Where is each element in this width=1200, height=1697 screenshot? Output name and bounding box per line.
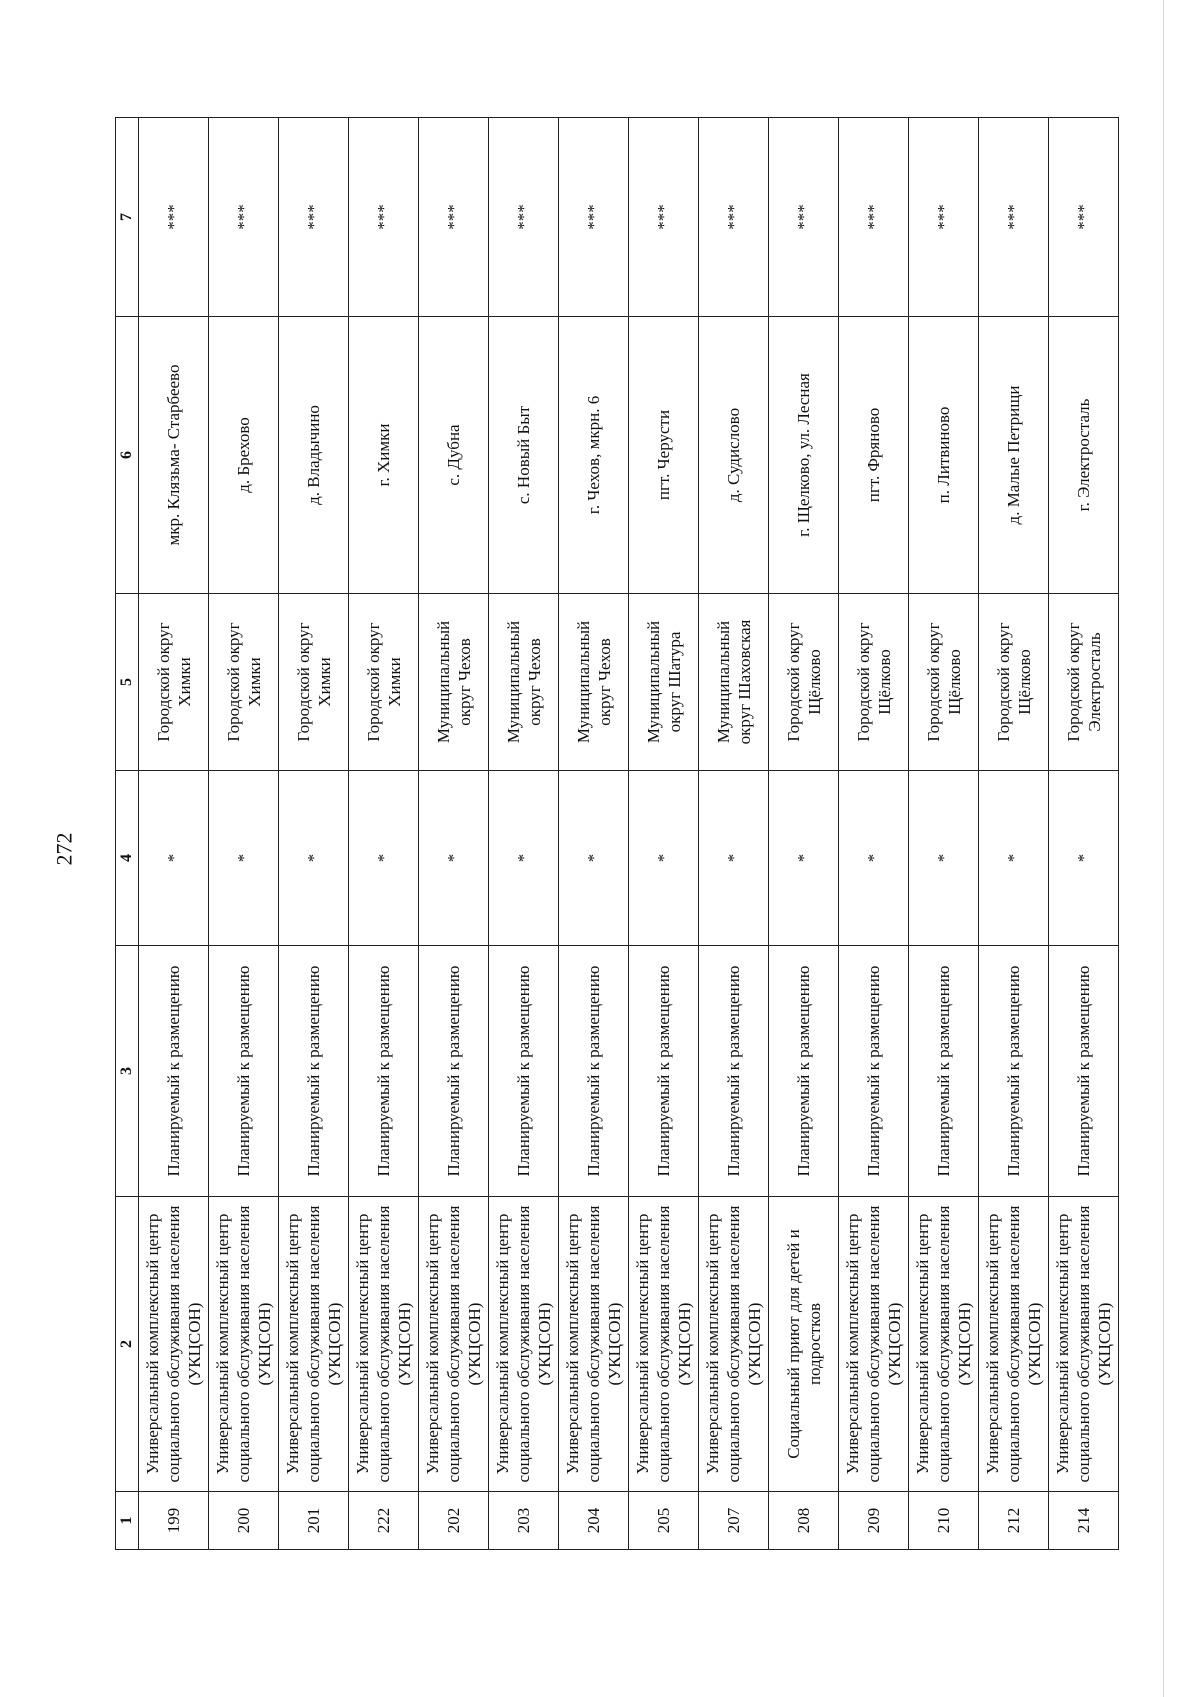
objects-table	[115, 117, 1119, 1550]
table-row	[209, 118, 279, 1550]
status-cell: Планируемый к размещению	[559, 946, 629, 1197]
location-cell: с. Дубна	[419, 317, 489, 594]
row-number-cell: 203	[489, 1492, 559, 1550]
municipality-cell: Муниципальный округ Шаховская	[699, 594, 769, 771]
status-cell: Планируемый к размещению	[909, 946, 979, 1197]
column-number-header: 1	[116, 1492, 139, 1550]
table-row	[699, 118, 769, 1550]
location-cell: с. Новый Быт	[489, 317, 559, 594]
page-number-text: 272	[51, 832, 76, 866]
capacity-cell: *	[909, 771, 979, 946]
object-name-cell: Универсальный комплексный центр социального обслуживания населения (УКЦСОН)	[559, 1197, 629, 1492]
status-cell: Планируемый к размещению	[209, 946, 279, 1197]
municipality-cell: Городской округ Щёлково	[909, 594, 979, 771]
municipality-cell: Муниципальный округ Чехов	[419, 594, 489, 771]
object-name-cell: Универсальный комплексный центр социального обслуживания населения (УКЦСОН)	[279, 1197, 349, 1492]
table-row	[979, 118, 1049, 1550]
object-name-cell: Универсальный комплексный центр социального обслуживания населения (УКЦСОН)	[629, 1197, 699, 1492]
location-cell: мкр. Клязьма- Старбеево	[139, 317, 209, 594]
capacity-cell: *	[349, 771, 419, 946]
object-name-cell: Универсальный комплексный центр социального обслуживания населения (УКЦСОН)	[209, 1197, 279, 1492]
location-cell: п. Литвиново	[909, 317, 979, 594]
note-cell: ***	[489, 118, 559, 317]
capacity-cell: *	[839, 771, 909, 946]
column-number-header: 6	[116, 317, 139, 594]
row-number-cell: 202	[419, 1492, 489, 1550]
capacity-cell: *	[489, 771, 559, 946]
table-row	[909, 118, 979, 1550]
location-cell: д. Брехово	[209, 317, 279, 594]
table-row	[559, 118, 629, 1550]
status-cell: Планируемый к размещению	[279, 946, 349, 1197]
note-cell: ***	[279, 118, 349, 317]
note-cell: ***	[559, 118, 629, 317]
location-cell: г. Электросталь	[1049, 317, 1119, 594]
table-row	[489, 118, 559, 1550]
table-row	[769, 118, 839, 1550]
capacity-cell: *	[1049, 771, 1119, 946]
status-cell: Планируемый к размещению	[419, 946, 489, 1197]
page-number	[48, 831, 80, 867]
object-name-cell: Универсальный комплексный центр социального обслуживания населения (УКЦСОН)	[909, 1197, 979, 1492]
status-cell: Планируемый к размещению	[629, 946, 699, 1197]
row-number-cell: 204	[559, 1492, 629, 1550]
capacity-cell: *	[699, 771, 769, 946]
column-number-header-row	[116, 118, 139, 1550]
note-cell: ***	[419, 118, 489, 317]
location-cell: г. Чехов, мкрн. 6	[559, 317, 629, 594]
status-cell: Планируемый к размещению	[699, 946, 769, 1197]
capacity-cell: *	[209, 771, 279, 946]
municipality-cell: Муниципальный округ Шатура	[629, 594, 699, 771]
column-number-header: 7	[116, 118, 139, 317]
row-number-cell: 208	[769, 1492, 839, 1550]
note-cell: ***	[699, 118, 769, 317]
row-number-cell: 214	[1049, 1492, 1119, 1550]
capacity-cell: *	[979, 771, 1049, 946]
note-cell: ***	[909, 118, 979, 317]
table-row	[349, 118, 419, 1550]
capacity-cell: *	[769, 771, 839, 946]
column-number-header: 5	[116, 594, 139, 771]
object-name-cell: Универсальный комплексный центр социального обслуживания населения (УКЦСОН)	[489, 1197, 559, 1492]
note-cell: ***	[769, 118, 839, 317]
object-name-cell: Универсальный комплексный центр социального обслуживания населения (УКЦСОН)	[699, 1197, 769, 1492]
municipality-cell: Городской округ Химки	[279, 594, 349, 771]
object-name-cell: Универсальный комплексный центр социального обслуживания населения (УКЦСОН)	[349, 1197, 419, 1492]
status-cell: Планируемый к размещению	[839, 946, 909, 1197]
capacity-cell: *	[559, 771, 629, 946]
location-cell: д. Малые Петрищи	[979, 317, 1049, 594]
table-row	[839, 118, 909, 1550]
row-number-cell: 201	[279, 1492, 349, 1550]
note-cell: ***	[979, 118, 1049, 317]
capacity-cell: *	[419, 771, 489, 946]
note-cell: ***	[839, 118, 909, 317]
object-name-cell: Универсальный комплексный центр социального обслуживания населения (УКЦСОН)	[419, 1197, 489, 1492]
location-cell: пгт. Черусти	[629, 317, 699, 594]
page-edge-line	[1163, 0, 1164, 1697]
object-name-cell: Универсальный комплексный центр социального обслуживания населения (УКЦСОН)	[979, 1197, 1049, 1492]
municipality-cell: Городской округ Щёлково	[769, 594, 839, 771]
table-row	[419, 118, 489, 1550]
column-number-header: 3	[116, 946, 139, 1197]
table-row	[629, 118, 699, 1550]
object-name-cell: Универсальный комплексный центр социального обслуживания населения (УКЦСОН)	[1049, 1197, 1119, 1492]
row-number-cell: 210	[909, 1492, 979, 1550]
status-cell: Планируемый к размещению	[979, 946, 1049, 1197]
table-row	[139, 118, 209, 1550]
row-number-cell: 205	[629, 1492, 699, 1550]
note-cell: ***	[209, 118, 279, 317]
rotated-table-wrapper	[115, 118, 1114, 1550]
status-cell: Планируемый к размещению	[769, 946, 839, 1197]
location-cell: д. Владычино	[279, 317, 349, 594]
row-number-cell: 209	[839, 1492, 909, 1550]
municipality-cell: Городской округ Химки	[349, 594, 419, 771]
location-cell: г. Химки	[349, 317, 419, 594]
municipality-cell: Городской округ Щёлково	[839, 594, 909, 771]
row-number-cell: 222	[349, 1492, 419, 1550]
municipality-cell: Муниципальный округ Чехов	[559, 594, 629, 771]
capacity-cell: *	[139, 771, 209, 946]
table-row	[279, 118, 349, 1550]
row-number-cell: 200	[209, 1492, 279, 1550]
location-cell: пгт. Фряново	[839, 317, 909, 594]
object-name-cell: Социальный приют для детей и подростков	[769, 1197, 839, 1492]
column-number-header: 4	[116, 771, 139, 946]
note-cell: ***	[629, 118, 699, 317]
municipality-cell: Городской округ Химки	[209, 594, 279, 771]
object-name-cell: Универсальный комплексный центр социального обслуживания населения (УКЦСОН)	[839, 1197, 909, 1492]
municipality-cell: Городской округ Химки	[139, 594, 209, 771]
municipality-cell: Муниципальный округ Чехов	[489, 594, 559, 771]
row-number-cell: 199	[139, 1492, 209, 1550]
location-cell: г. Щелково, ул. Лесная	[769, 317, 839, 594]
capacity-cell: *	[629, 771, 699, 946]
status-cell: Планируемый к размещению	[489, 946, 559, 1197]
note-cell: ***	[349, 118, 419, 317]
municipality-cell: Городской округ Электросталь	[1049, 594, 1119, 771]
municipality-cell: Городской округ Щёлково	[979, 594, 1049, 771]
note-cell: ***	[1049, 118, 1119, 317]
object-name-cell: Универсальный комплексный центр социального обслуживания населения (УКЦСОН)	[139, 1197, 209, 1492]
status-cell: Планируемый к размещению	[349, 946, 419, 1197]
capacity-cell: *	[279, 771, 349, 946]
row-number-cell: 207	[699, 1492, 769, 1550]
status-cell: Планируемый к размещению	[1049, 946, 1119, 1197]
column-number-header: 2	[116, 1197, 139, 1492]
row-number-cell: 212	[979, 1492, 1049, 1550]
table-row	[1049, 118, 1119, 1550]
location-cell: д. Судислово	[699, 317, 769, 594]
status-cell: Планируемый к размещению	[139, 946, 209, 1197]
note-cell: ***	[139, 118, 209, 317]
